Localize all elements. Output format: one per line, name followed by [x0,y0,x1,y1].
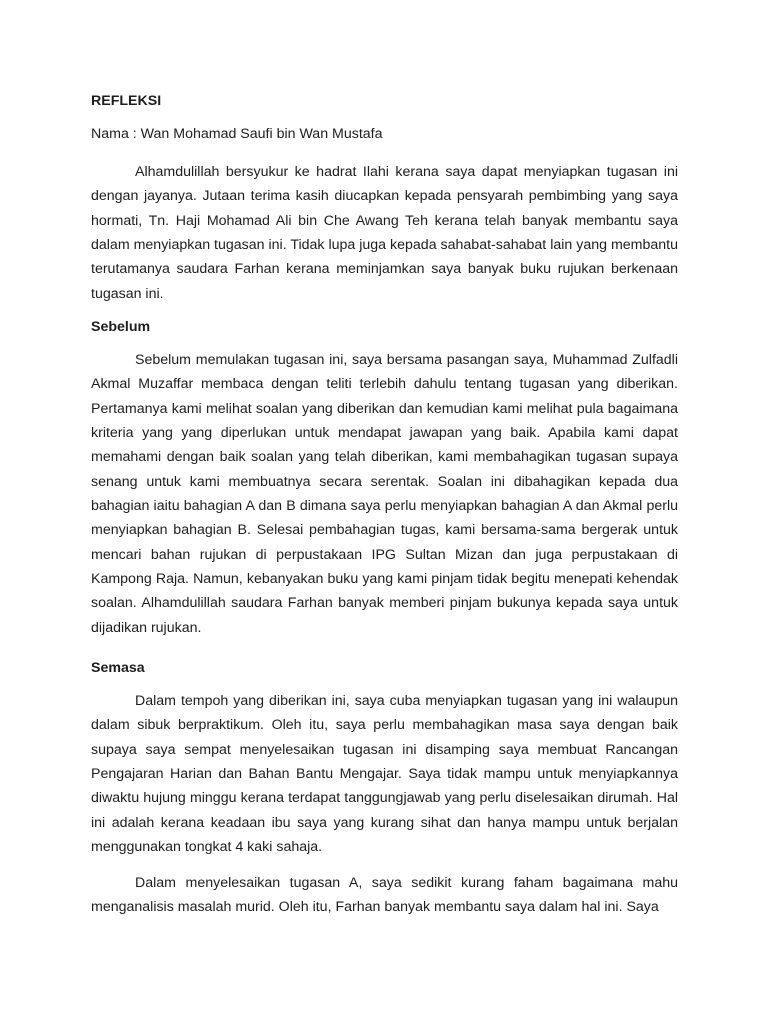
author-name-line: Nama : Wan Mohamad Saufi bin Wan Mustafa [91,126,383,142]
sebelum-paragraph: Sebelum memulakan tugasan ini, saya bersama pasangan saya, Muhammad Zulfadli Akmal Muzaffar membaca dengan teliti terlebih dahulu tentang tugasan yang diberikan. Pertamanya kami melihat soalan yang diberikan dan kemudian kami melihat pula bagaimana kriteria yang yang diperlukan untuk mendapat jawapan yang baik. Apabila kami dapat memahami dengan baik soalan yang telah diberikan, kami membahagikan tugasan supaya senang untuk kami membuatnya secara serentak. Soalan ini dibahagikan kepada dua bahagian iaitu bahagian A dan B dimana saya perlu menyiapkan bahagian A dan Akmal perlu menyiapkan bahagian B. Selesai pembahagian tugas, kami bersama-sama bergerak untuk mencari bahan rujukan di perpustakaan IPG Sultan Mizan dan juga perpustakaan di Kampong Raja. Namun, kebanyakan buku yang kami pinjam tidak begitu menepati kehendak soalan. Alhamdulillah saudara Farhan banyak memberi pinjam bukunya kepada saya untuk dijadikan rujukan. [91,352,678,636]
section-heading-semasa: Semasa [91,660,145,676]
document-title: REFLEKSI [91,93,162,109]
section-heading-sebelum: Sebelum [91,319,151,335]
intro-paragraph: Alhamdulillah bersyukur ke hadrat Ilahi kerana saya dapat menyiapkan tugasan ini dengan jayanya. Jutaan terima kasih diucapkan kepada pensyarah pembimbing yang saya hormati, Tn. Haji Mohamad Ali bin Che Awang Teh kerana telah banyak membantu saya dalam menyiapkan tugasan ini. Tidak lupa juga kepada sahabat-sahabat lain yang membantu terutamanya saudara Farhan kerana meminjamkan saya banyak buku rujukan berkenaan tugasan ini. [91,164,678,302]
semasa-paragraph-2: Dalam menyelesaikan tugasan A, saya sedikit kurang faham bagaimana mahu menganalisis masalah murid. Oleh itu, Farhan banyak membantu saya dalam hal ini. Saya [91,875,678,916]
semasa-paragraph-1: Dalam tempoh yang diberikan ini, saya cuba menyiapkan tugasan yang ini walaupun dalam sibuk berpraktikum. Oleh itu, saya perlu membahagikan masa saya dengan baik supaya saya sempat menyelesaikan tugasan ini disamping saya membuat Rancangan Pengajaran Harian dan Bahan Bantu Mengajar. Saya tidak mampu untuk menyiapkannya diwaktu hujung minggu kerana terdapat tanggungjawab yang perlu diselesaikan dirumah. Hal ini adalah kerana keadaan ibu saya yang kurang sihat dan hanya mampu untuk berjalan menggunakan tongkat 4 kaki sahaja. [91,693,678,856]
